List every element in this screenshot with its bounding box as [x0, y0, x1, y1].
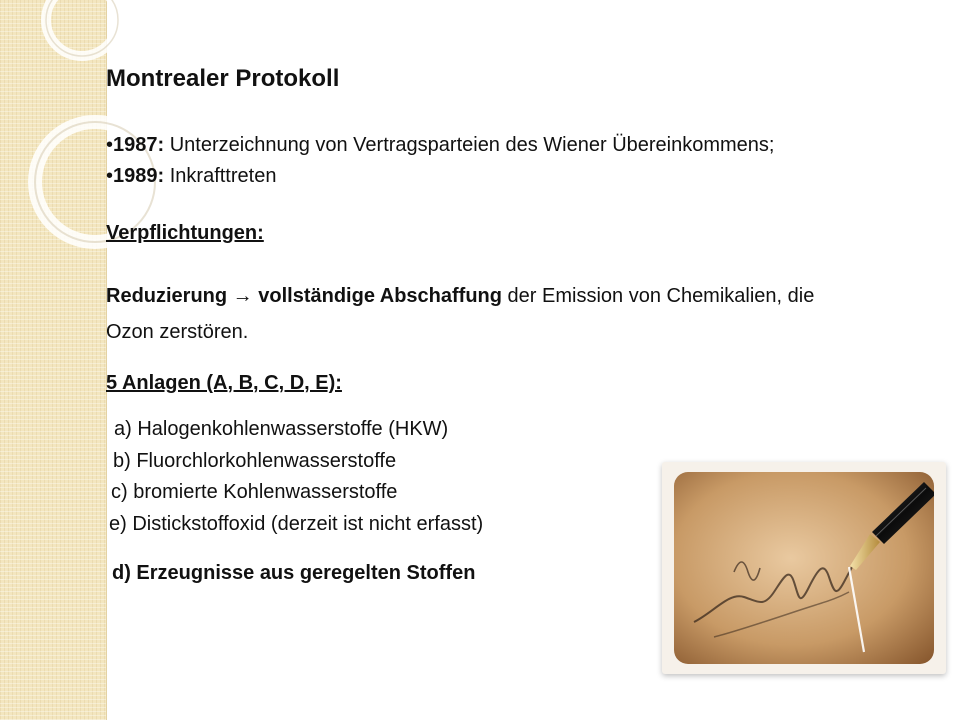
obligations-heading: Verpflichtungen:: [106, 222, 264, 244]
bullet-1987: •1987: Unterzeichnung von Vertragsparteien des Wiener Übereinkommens;: [106, 134, 775, 156]
arrow-icon: →: [227, 285, 259, 307]
bullet-text: Inkrafttreten: [164, 165, 277, 187]
bullet-text: Unterzeichnung von Vertragsparteien des Wiener Übereinkommens;: [164, 134, 775, 156]
bullet-year: 1989:: [113, 165, 165, 187]
list-item: a) Halogenkohlenwasserstoffe (HKW): [114, 418, 449, 440]
bullet-1989: •1989: Inkrafttreten: [106, 165, 277, 187]
fountain-pen-signing-icon: [674, 472, 934, 664]
reduction-rest: der Emission von Chemikalien, die Ozon zerstören.: [106, 285, 815, 343]
reduction-bold: Reduzierung: [106, 285, 228, 307]
list-item: c) bromierte Kohlenwasserstoffe: [111, 481, 398, 503]
signature-photo: [662, 462, 946, 674]
reduction-paragraph: [106, 278, 826, 350]
abolition-bold: vollständige Abschaffung: [258, 285, 502, 307]
list-item: b) Fluorchlorkohlenwasserstoffe: [113, 449, 397, 472]
list-item: e) Distickstoffoxid (derzeit ist nicht erfasst): [109, 512, 484, 535]
bullet-year: 1987:: [113, 134, 165, 156]
annexes-heading: 5 Anlagen (A, B, C, D, E):: [106, 372, 342, 394]
slide-title: Montrealer Protokoll: [106, 65, 340, 92]
annex-d-item: d) Erzeugnisse aus geregelten Stoffen: [112, 562, 476, 584]
history-bullets: [106, 130, 936, 192]
